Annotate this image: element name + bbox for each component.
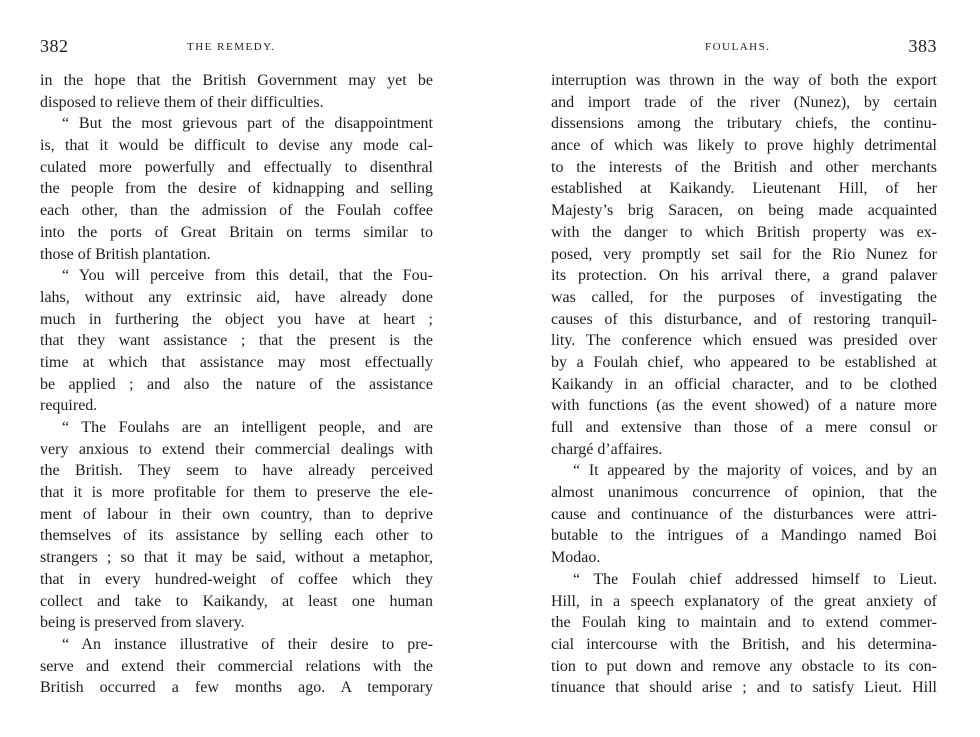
text-line: “ An instance illustrative of their desire to pre- [62, 635, 433, 653]
right-page [490, 0, 980, 737]
text-line: posed, very promptly set sail for the Rio Nunez for [551, 245, 937, 263]
text-line: be applied ; and also the nature of the assistance [40, 375, 433, 393]
text-line: “ The Foulah chief addressed himself to Lieut. [573, 570, 937, 588]
text-line: that in every hundred-weight of coffee which they [40, 570, 433, 588]
text-line: that it is more profitable for them to preserve the ele- [40, 484, 433, 502]
text-line: required. [40, 397, 98, 415]
text-line: culated more powerfully and effectually to disenthral [40, 158, 433, 176]
text-line: very anxious to extend their commercial dealings with [40, 440, 433, 458]
text-line: British occurred a few months ago. A temporary [40, 679, 433, 697]
left-running-head: THE REMEDY. [187, 41, 276, 53]
text-line: butable to the intrigues of a Mandingo named Boi [551, 527, 937, 545]
text-line: in the hope that the British Government may yet be [40, 72, 433, 89]
text-line: Kaikandy in an official character, and to be clothed [551, 375, 937, 393]
text-line: disposed to relieve them of their difficulties. [40, 93, 324, 111]
text-line: strangers ; so that it may be said, without a metaphor, [40, 549, 433, 567]
text-line: lahs, without any extrinsic aid, have already done [40, 288, 433, 306]
text-line: the people from the desire of kidnapping and selling [40, 180, 433, 198]
left-page-header [40, 36, 433, 60]
text-line: tinuance that should arise ; and to satisfy Lieut. Hill [551, 679, 937, 697]
right-page-body [551, 70, 937, 699]
text-line: to the interests of the British and other merchants [551, 158, 937, 176]
text-line: the Foulah king to maintain and to extend commer- [551, 614, 937, 632]
text-line: the British. They seem to have already perceived [40, 462, 433, 480]
text-line: chargé d’affaires. [551, 440, 663, 458]
text-line: was called, for the purposes of investigating the [551, 288, 937, 306]
text-line: causes of this disturbance, and of restoring tranquil- [551, 310, 937, 328]
text-line: interruption was thrown in the way of both the export [551, 72, 937, 89]
text-line: by a Foulah chief, who appeared to be established at [551, 353, 937, 371]
text-line: cial intercourse with the British, and his determina- [551, 635, 937, 653]
text-line: with the danger to which British property was ex- [551, 223, 937, 241]
text-line: “ It appeared by the majority of voices, and by an [573, 462, 937, 480]
left-page-number: 382 [40, 36, 69, 56]
text-line: lity. The conference which ensued was presided over [551, 332, 937, 350]
text-line: themselves of its assistance by selling each other to [40, 527, 433, 545]
text-line: those of British plantation. [40, 245, 211, 263]
text-line: tion to put down and remove any obstacle to its con- [551, 657, 937, 675]
text-line: its protection. On his arrival there, a grand palaver [551, 267, 937, 285]
text-line: serve and extend their commercial relations with the [40, 657, 433, 675]
text-line: Majesty’s brig Saracen, on being made acquainted [551, 202, 937, 220]
text-line: into the ports of Great Britain on terms similar to [40, 223, 433, 241]
text-line: collect and take to Kaikandy, at least one human [40, 592, 433, 610]
right-running-head: FOULAHS. [705, 41, 771, 53]
text-line: being is preserved from slavery. [40, 614, 245, 632]
text-line: dissensions among the tributary chiefs, the continu- [551, 115, 937, 133]
text-line: established at Kaikandy. Lieutenant Hill, of her [551, 180, 937, 198]
text-line: each other, than the admission of the Foulah coffee [40, 202, 433, 220]
text-line: with functions (as the event showed) of a nature more [551, 397, 937, 415]
text-line: ance of which was likely to prove highly detrimental [551, 137, 937, 155]
text-line: much in furthering the object you have at heart ; [40, 310, 433, 328]
text-line: Hill, in a speech explanatory of the great anxiety of [551, 592, 937, 610]
text-line: “ You will perceive from this detail, that the Fou- [62, 267, 433, 285]
text-line: “ The Foulahs are an intelligent people, and are [62, 419, 433, 436]
left-page-body [40, 70, 433, 699]
text-line: cause and continuance of the disturbances were attri- [551, 505, 937, 523]
right-page-header [551, 36, 937, 60]
text-line: full and extensive than those of a mere consul or [551, 419, 937, 436]
text-line: that they want assistance ; that the present is the [40, 332, 433, 350]
text-line: is, that it would be difficult to devise any mode cal- [40, 137, 433, 155]
text-line: Modao. [551, 549, 601, 567]
text-line: almost unanimous concurrence of opinion, that the [551, 484, 937, 502]
text-line: and import trade of the river (Nunez), by certain [551, 93, 937, 111]
text-line: ment of labour in their own country, than to deprive [40, 505, 433, 523]
text-line: “ But the most grievous part of the disappointment [62, 115, 433, 133]
right-page-number: 383 [908, 36, 937, 56]
text-line: time at which that assistance may most effectually [40, 353, 433, 371]
